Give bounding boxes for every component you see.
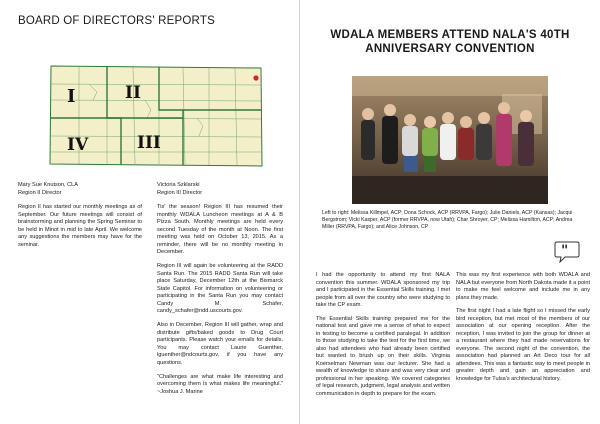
report-paragraph: Also in December, Region III will gather, wrap and distribute gifts/baked goods to Drug Court participants. Please watch your emails for details. You may contact Laurie Guenther, lguenther@ndcourts.gov, if you have any questions. [157,322,283,366]
headline-line: ANNIVERSARY CONVENTION [365,43,535,55]
article-paragraph: This was my first experience with both WDALA and NALA but everyone from North Dakota made it a point to make me feel welcome and include me in any plans they made. [456,272,590,301]
region-label-iii: III [137,133,161,153]
region-label-i: I [67,86,76,107]
article-paragraph: The first night I had a late flight so I missed the early bird reception, but met most of the members of our association at our opening reception. After the reception, I was invited to join the group for dinner at a restaurant where they had made reservations for everyone. The second night of the convention, the association had planned an Art Deco tour for all attendees. This was a fantastic way to meet people in greater depth and gain an appreciation and knowledge for Tulsa's architectural history. [456,308,590,382]
article-headline [314,28,586,56]
article-column-1 [316,272,450,404]
director-name: Victoria Szklarski [157,182,200,188]
map-marker-icon [253,75,258,80]
region-label-ii: II [125,83,141,103]
group-photo [352,76,548,204]
headline-line: WDALA MEMBERS ATTEND NALA'S 40TH [330,29,570,41]
director-role: Region II Director [18,189,62,196]
report-quote: "Challenges are what make life interesting and overcoming them is what makes life meaningful." ~Joshua J. Marine [157,373,283,395]
north-dakota-region-map [49,64,263,168]
report-paragraph: Region III will again be volunteering at the RADD Santa Run. The 2015 RADD Santa Run will take place Saturday, December 12th at the Bismarck State Capitol. For information on volunteering or participating in the Santa Run you may contact Candy M. Schafer, candy_schafer@ndd.uscourts.gov. [157,263,283,314]
region-ii-report [18,182,142,256]
right-page [300,0,600,424]
svg-text:": " [561,243,569,259]
section-title: BOARD OF DIRECTORS' REPORTS [18,15,215,27]
region-label-iv: IV [67,135,89,155]
article-column-2 [456,272,590,389]
region-iii-report [157,182,283,403]
photo-caption: Left to right: Melissa Killmpel, ACP; Dona Schock, ACP (RRVPA, Fargo); Julie Daniels, ACP (Kansas); Jacqui Bergstrom; Vicki Kasper, ACP (former RRVPA, now Utah); Char Shroyer, CP; Melissa Hamilton, ACP; Andrea Miller (RRVPA, Fargo); and Alice Johnson, CP [322,210,573,230]
article-paragraph: The Essential Skills training prepared me for the national test and gave me a sense of what to expect in testing to become a certified paralegal. In addition to those studying to take the test for the first time, we also had attendees who had already been certified but wanted to brush up on their skills. Virginia Koerselman Newman was our lecturer. She had a wealth of knowledge to share and was very clear and professional in her speaking. We covered categories of legal research, judgment, legal analysis and written communication in depth to prepare for the exam. [316,315,450,397]
director-name: Mary Sue Knutson, CLA [18,182,79,188]
report-paragraph: Tis' the season! Region III has resumed their monthly WDALA Luncheon meetings at A & B Pizza South. Monthly meetings are held every second Tuesday of the month at Noon. The first meeting was held on October 13, 2015. As a reminder, there will be no monthly meeting in December. [157,204,283,255]
director-role: Region III Director [157,189,203,196]
article-paragraph: I had the opportunity to attend my first NALA convention this summer. WDALA sponsored my trip and I participated in the Essential Skills training. I met people from all over the country who were studying to take the CP exam. [316,272,450,308]
speech-bubble-icon [554,240,580,264]
report-paragraph: Region II has started our monthly meetings as of September. Our future meetings will consist of brainstorming and planning the Spring Seminar to be held in Minot in mid to late April. We welcome any suggestions the members may have for the seminar. [18,204,142,248]
